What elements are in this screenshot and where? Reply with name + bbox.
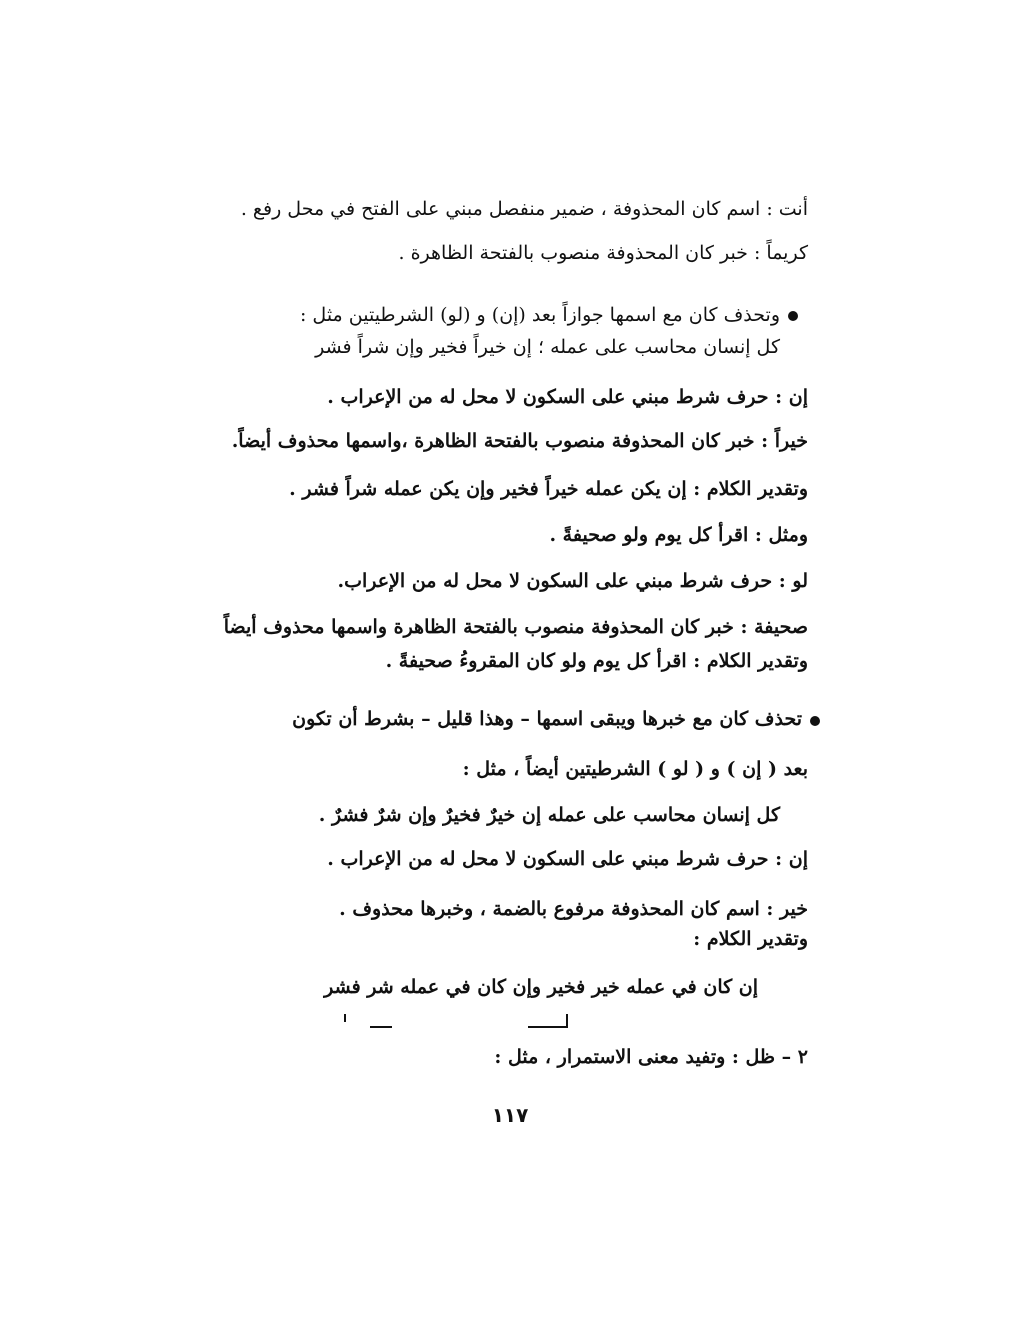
text-line: خيراً : خبر كان المحذوفة منصوب بالفتحة الظاهرة ،واسمها محذوف أيضاً. [231,430,808,452]
text-line: صحيفة : خبر كان المحذوفة منصوب بالفتحة الظاهرة واسمها محذوف أيضاً [223,616,808,638]
underline-mark [344,1014,346,1022]
text-line: وتقدير الكلام : إن يكن عمله خيراً فخير وإن يكن عمله شراً فشر . [289,478,808,500]
text-line: لو : حرف شرط مبني على السكون لا محل له من الإعراب. [337,570,808,592]
text-line: تحذف كان مع خبرها ويبقى اسمها – وهذا قليل – بشرط أن تكون [292,708,802,730]
text-line: إن كان في عمله خير فخير وإن كان في عمله شر فشر [324,976,758,998]
underline-mark [566,1014,568,1028]
text-line: كل إنسان محاسب على عمله إن خيرٌ فخيرٌ وإن شرٌ فشرٌ . [318,804,780,826]
text-line: وتقدير الكلام : اقرأ كل يوم ولو كان المقروءُ صحيفةً . [385,650,808,672]
underline-mark [528,1026,568,1028]
text-line: إن : حرف شرط مبني على السكون لا محل له من الإعراب . [327,848,808,870]
text-line: أنت : اسم كان المحذوفة ، ضمير منفصل مبني على الفتح في محل رفع . [240,198,808,220]
bullet-icon [810,716,820,726]
text-line: بعد ( إن ) و ( لو ) الشرطيتين أيضاً ، مثل : [462,758,808,780]
text-line: ومثل : اقرأ كل يوم ولو صحيفةً . [549,524,808,546]
text-line: وتحذف كان مع اسمها جوازاً بعد (إن) و (لو) الشرطيتين مثل : [299,304,780,326]
text-line: كل إنسان محاسب على عمله ؛ إن خيراً فخير وإن شراً فشر [315,336,780,358]
text-line: خير : اسم كان المحذوفة مرفوع بالضمة ، وخبرها محذوف . [339,898,808,920]
text-line: ٢ – ظل : وتفيد معنى الاستمرار ، مثل : [494,1046,808,1068]
page-number: ١١٧ [491,1103,529,1127]
underline-mark [370,1026,392,1028]
text-line: وتقدير الكلام : [693,928,808,950]
text-line: إن : حرف شرط مبني على السكون لا محل له من الإعراب . [327,386,808,408]
bullet-icon [788,311,798,321]
text-line: كريماً : خبر كان المحذوفة منصوب بالفتحة الظاهرة . [398,242,808,264]
